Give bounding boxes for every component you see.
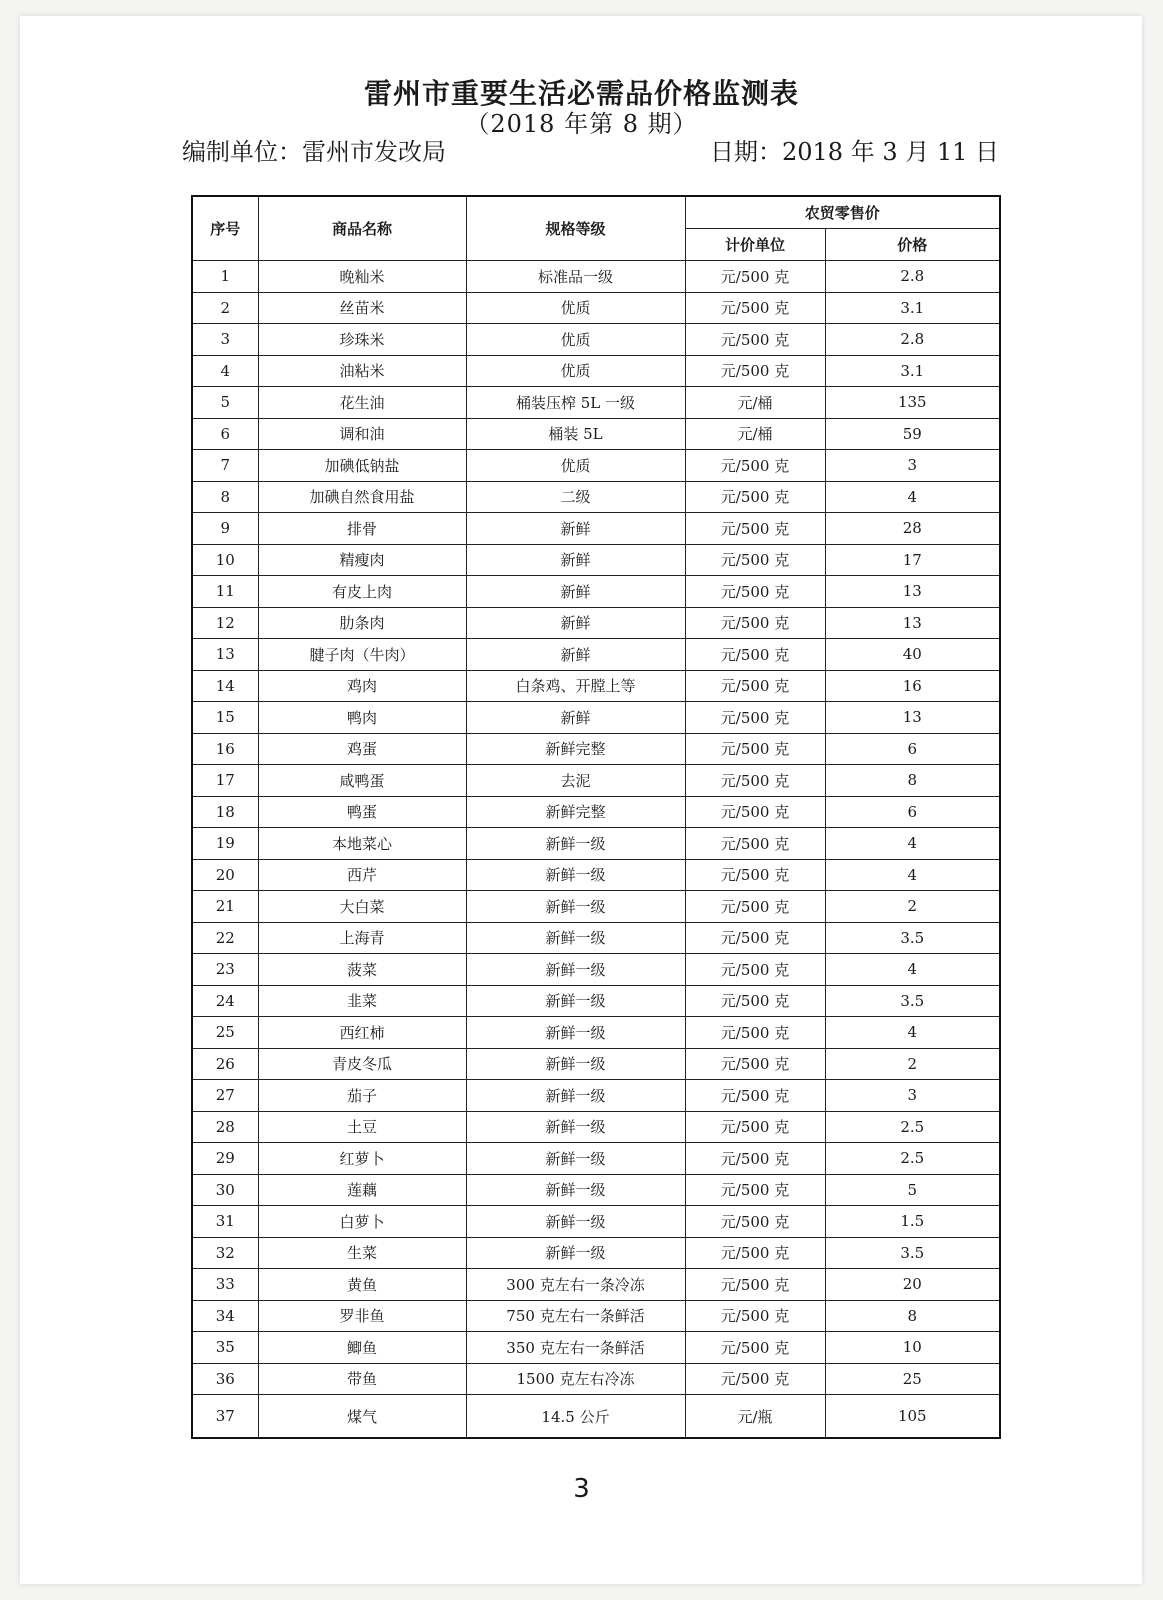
- cell-price: 6: [825, 796, 1000, 828]
- cell-price: 5: [825, 1174, 1000, 1206]
- cell-spec: 新鲜一级: [466, 1174, 685, 1206]
- cell-price: 8: [825, 765, 1000, 797]
- cell-name: 鸡肉: [258, 670, 466, 702]
- cell-spec: 1500 克左右冷冻: [466, 1363, 685, 1395]
- cell-price: 3.5: [825, 922, 1000, 954]
- cell-price: 3.1: [825, 355, 1000, 387]
- table-row: [192, 702, 1000, 734]
- table-row: [192, 418, 1000, 450]
- cell-index: 10: [192, 544, 258, 576]
- cell-spec: 新鲜一级: [466, 1206, 685, 1238]
- table-row: [192, 828, 1000, 860]
- cell-spec: 白条鸡、开膛上等: [466, 670, 685, 702]
- table-row: [192, 1395, 1000, 1439]
- cell-unit: 元/500 克: [685, 1048, 825, 1080]
- cell-price: 17: [825, 544, 1000, 576]
- cell-index: 7: [192, 450, 258, 482]
- cell-spec: 新鲜: [466, 702, 685, 734]
- table-row: [192, 544, 1000, 576]
- cell-index: 31: [192, 1206, 258, 1238]
- cell-price: 13: [825, 702, 1000, 734]
- cell-name: 煤气: [258, 1395, 466, 1439]
- cell-spec: 新鲜一级: [466, 1080, 685, 1112]
- col-header-spec: 规格等级: [466, 196, 685, 261]
- cell-price: 20: [825, 1269, 1000, 1301]
- cell-spec: 优质: [466, 355, 685, 387]
- cell-index: 15: [192, 702, 258, 734]
- cell-price: 2: [825, 1048, 1000, 1080]
- cell-name: 调和油: [258, 418, 466, 450]
- col-header-price: 价格: [825, 229, 1000, 261]
- table-row: [192, 733, 1000, 765]
- document-subtitle: （2018 年第 8 期）: [465, 110, 698, 138]
- cell-spec: 350 克左右一条鲜活: [466, 1332, 685, 1364]
- cell-unit: 元/500 克: [685, 1174, 825, 1206]
- cell-unit: 元/500 克: [685, 733, 825, 765]
- cell-index: 37: [192, 1395, 258, 1439]
- cell-name: 罗非鱼: [258, 1300, 466, 1332]
- cell-unit: 元/500 克: [685, 1363, 825, 1395]
- cell-index: 17: [192, 765, 258, 797]
- table-row: [192, 639, 1000, 671]
- cell-spec: 新鲜: [466, 607, 685, 639]
- cell-spec: 优质: [466, 292, 685, 324]
- cell-spec: 新鲜: [466, 513, 685, 545]
- cell-price: 4: [825, 481, 1000, 513]
- cell-index: 9: [192, 513, 258, 545]
- cell-spec: 新鲜一级: [466, 1111, 685, 1143]
- cell-unit: 元/500 克: [685, 828, 825, 860]
- cell-index: 12: [192, 607, 258, 639]
- cell-spec: 标准品一级: [466, 261, 685, 293]
- cell-price: 28: [825, 513, 1000, 545]
- cell-price: 59: [825, 418, 1000, 450]
- cell-unit: 元/500 克: [685, 576, 825, 608]
- cell-index: 27: [192, 1080, 258, 1112]
- page-number: 3: [573, 1474, 590, 1504]
- cell-index: 18: [192, 796, 258, 828]
- cell-name: 西红柿: [258, 1017, 466, 1049]
- table-row: [192, 355, 1000, 387]
- cell-index: 3: [192, 324, 258, 356]
- cell-index: 21: [192, 891, 258, 923]
- cell-unit: 元/500 克: [685, 1080, 825, 1112]
- cell-spec: 14.5 公斤: [466, 1395, 685, 1439]
- cell-index: 24: [192, 985, 258, 1017]
- cell-index: 28: [192, 1111, 258, 1143]
- cell-price: 3.5: [825, 1237, 1000, 1269]
- document-date: 日期：2018 年 3 月 11 日: [710, 138, 1000, 166]
- cell-name: 茄子: [258, 1080, 466, 1112]
- cell-name: 黄鱼: [258, 1269, 466, 1301]
- table-row: [192, 1206, 1000, 1238]
- cell-index: 6: [192, 418, 258, 450]
- cell-price: 2: [825, 891, 1000, 923]
- cell-name: 加碘低钠盐: [258, 450, 466, 482]
- cell-name: 油粘米: [258, 355, 466, 387]
- cell-spec: 新鲜完整: [466, 796, 685, 828]
- cell-spec: 去泥: [466, 765, 685, 797]
- cell-spec: 新鲜一级: [466, 859, 685, 891]
- cell-price: 105: [825, 1395, 1000, 1439]
- table-row: [192, 859, 1000, 891]
- table-row: [192, 1363, 1000, 1395]
- table-row: [192, 324, 1000, 356]
- cell-unit: 元/500 克: [685, 670, 825, 702]
- cell-name: 菠菜: [258, 954, 466, 986]
- cell-name: 咸鸭蛋: [258, 765, 466, 797]
- cell-name: 白萝卜: [258, 1206, 466, 1238]
- cell-spec: 优质: [466, 450, 685, 482]
- cell-price: 3: [825, 450, 1000, 482]
- cell-name: 莲藕: [258, 1174, 466, 1206]
- cell-name: 有皮上肉: [258, 576, 466, 608]
- table-row: [192, 796, 1000, 828]
- cell-price: 3.1: [825, 292, 1000, 324]
- table-row: [192, 513, 1000, 545]
- cell-index: 34: [192, 1300, 258, 1332]
- cell-index: 29: [192, 1143, 258, 1175]
- cell-index: 26: [192, 1048, 258, 1080]
- cell-unit: 元/500 克: [685, 985, 825, 1017]
- cell-unit: 元/500 克: [685, 796, 825, 828]
- cell-spec: 300 克左右一条冷冻: [466, 1269, 685, 1301]
- cell-unit: 元/500 克: [685, 1017, 825, 1049]
- cell-spec: 新鲜一级: [466, 828, 685, 860]
- cell-price: 10: [825, 1332, 1000, 1364]
- cell-unit: 元/500 克: [685, 1269, 825, 1301]
- cell-unit: 元/500 克: [685, 954, 825, 986]
- cell-price: 40: [825, 639, 1000, 671]
- cell-name: 上海青: [258, 922, 466, 954]
- cell-spec: 新鲜一级: [466, 954, 685, 986]
- cell-index: 32: [192, 1237, 258, 1269]
- cell-unit: 元/500 克: [685, 292, 825, 324]
- cell-price: 2.5: [825, 1143, 1000, 1175]
- cell-index: 1: [192, 261, 258, 293]
- document-title: 雷州市重要生活必需品价格监测表: [363, 77, 799, 110]
- cell-spec: 新鲜一级: [466, 1017, 685, 1049]
- cell-price: 2.8: [825, 261, 1000, 293]
- cell-unit: 元/500 克: [685, 1332, 825, 1364]
- table-row: [192, 1300, 1000, 1332]
- table-row: [192, 261, 1000, 293]
- cell-unit: 元/500 克: [685, 859, 825, 891]
- cell-price: 8: [825, 1300, 1000, 1332]
- cell-price: 13: [825, 576, 1000, 608]
- price-table: [191, 195, 1001, 1439]
- cell-name: 鲫鱼: [258, 1332, 466, 1364]
- table-body: [192, 261, 1000, 1439]
- cell-unit: 元/500 克: [685, 891, 825, 923]
- cell-index: 35: [192, 1332, 258, 1364]
- cell-index: 14: [192, 670, 258, 702]
- table-row: [192, 387, 1000, 419]
- table-row: [192, 1332, 1000, 1364]
- cell-name: 鸭蛋: [258, 796, 466, 828]
- table-row: [192, 922, 1000, 954]
- cell-spec: 二级: [466, 481, 685, 513]
- col-header-group: 农贸零售价: [685, 196, 1000, 229]
- table-row: [192, 985, 1000, 1017]
- cell-spec: 新鲜: [466, 544, 685, 576]
- cell-name: 鸡蛋: [258, 733, 466, 765]
- cell-price: 2.8: [825, 324, 1000, 356]
- table-row: [192, 450, 1000, 482]
- cell-unit: 元/500 克: [685, 639, 825, 671]
- cell-spec: 优质: [466, 324, 685, 356]
- cell-unit: 元/500 克: [685, 355, 825, 387]
- cell-index: 33: [192, 1269, 258, 1301]
- cell-index: 8: [192, 481, 258, 513]
- cell-name: 肋条肉: [258, 607, 466, 639]
- table-row: [192, 292, 1000, 324]
- cell-index: 11: [192, 576, 258, 608]
- cell-name: 韭菜: [258, 985, 466, 1017]
- table-row: [192, 954, 1000, 986]
- cell-spec: 750 克左右一条鲜活: [466, 1300, 685, 1332]
- table-row: [192, 1143, 1000, 1175]
- cell-price: 25: [825, 1363, 1000, 1395]
- cell-unit: 元/500 克: [685, 922, 825, 954]
- cell-price: 4: [825, 1017, 1000, 1049]
- col-header-index: 序号: [192, 196, 258, 261]
- cell-spec: 新鲜一级: [466, 985, 685, 1017]
- cell-index: 16: [192, 733, 258, 765]
- cell-name: 生菜: [258, 1237, 466, 1269]
- cell-index: 20: [192, 859, 258, 891]
- table-row: [192, 765, 1000, 797]
- cell-unit: 元/500 克: [685, 1206, 825, 1238]
- cell-unit: 元/500 克: [685, 450, 825, 482]
- cell-spec: 新鲜完整: [466, 733, 685, 765]
- cell-index: 25: [192, 1017, 258, 1049]
- cell-name: 丝苗米: [258, 292, 466, 324]
- cell-unit: 元/500 克: [685, 702, 825, 734]
- cell-price: 2.5: [825, 1111, 1000, 1143]
- cell-spec: 桶装 5L: [466, 418, 685, 450]
- cell-unit: 元/500 克: [685, 1143, 825, 1175]
- cell-price: 1.5: [825, 1206, 1000, 1238]
- cell-price: 4: [825, 954, 1000, 986]
- cell-index: 19: [192, 828, 258, 860]
- cell-index: 23: [192, 954, 258, 986]
- cell-price: 4: [825, 859, 1000, 891]
- cell-name: 花生油: [258, 387, 466, 419]
- cell-spec: 新鲜一级: [466, 922, 685, 954]
- cell-name: 青皮冬瓜: [258, 1048, 466, 1080]
- cell-price: 3.5: [825, 985, 1000, 1017]
- cell-unit: 元/500 克: [685, 1111, 825, 1143]
- table-row: [192, 1080, 1000, 1112]
- cell-spec: 新鲜: [466, 576, 685, 608]
- table-row: [192, 1269, 1000, 1301]
- cell-name: 西芹: [258, 859, 466, 891]
- cell-unit: 元/瓶: [685, 1395, 825, 1439]
- table-row: [192, 576, 1000, 608]
- cell-name: 本地菜心: [258, 828, 466, 860]
- cell-unit: 元/500 克: [685, 513, 825, 545]
- table-row: [192, 1111, 1000, 1143]
- cell-unit: 元/500 克: [685, 324, 825, 356]
- cell-price: 16: [825, 670, 1000, 702]
- cell-unit: 元/500 克: [685, 765, 825, 797]
- cell-index: 5: [192, 387, 258, 419]
- cell-unit: 元/500 克: [685, 481, 825, 513]
- cell-unit: 元/500 克: [685, 1237, 825, 1269]
- cell-name: 加碘自然食用盐: [258, 481, 466, 513]
- table-row: [192, 1048, 1000, 1080]
- cell-unit: 元/500 克: [685, 544, 825, 576]
- table-row: [192, 607, 1000, 639]
- cell-price: 135: [825, 387, 1000, 419]
- cell-index: 2: [192, 292, 258, 324]
- cell-name: 带鱼: [258, 1363, 466, 1395]
- table-row: [192, 1017, 1000, 1049]
- table-row: [192, 1237, 1000, 1269]
- cell-spec: 新鲜一级: [466, 1048, 685, 1080]
- cell-name: 晚籼米: [258, 261, 466, 293]
- cell-unit: 元/500 克: [685, 261, 825, 293]
- table-row: [192, 481, 1000, 513]
- col-header-name: 商品名称: [258, 196, 466, 261]
- cell-spec: 新鲜: [466, 639, 685, 671]
- cell-name: 大白菜: [258, 891, 466, 923]
- cell-unit: 元/500 克: [685, 607, 825, 639]
- cell-spec: 新鲜一级: [466, 1237, 685, 1269]
- cell-price: 3: [825, 1080, 1000, 1112]
- table-row: [192, 670, 1000, 702]
- cell-name: 红萝卜: [258, 1143, 466, 1175]
- cell-price: 6: [825, 733, 1000, 765]
- cell-unit: 元/桶: [685, 418, 825, 450]
- cell-index: 13: [192, 639, 258, 671]
- cell-index: 30: [192, 1174, 258, 1206]
- table-row: [192, 891, 1000, 923]
- cell-index: 4: [192, 355, 258, 387]
- cell-index: 22: [192, 922, 258, 954]
- table-row: [192, 1174, 1000, 1206]
- cell-spec: 新鲜一级: [466, 891, 685, 923]
- cell-name: 腱子肉（牛肉）: [258, 639, 466, 671]
- cell-name: 土豆: [258, 1111, 466, 1143]
- cell-spec: 新鲜一级: [466, 1143, 685, 1175]
- cell-name: 鸭肉: [258, 702, 466, 734]
- cell-name: 精瘦肉: [258, 544, 466, 576]
- cell-index: 36: [192, 1363, 258, 1395]
- cell-unit: 元/桶: [685, 387, 825, 419]
- cell-spec: 桶装压榨 5L 一级: [466, 387, 685, 419]
- cell-price: 4: [825, 828, 1000, 860]
- col-header-unit: 计价单位: [685, 229, 825, 261]
- compiling-unit: 编制单位：雷州市发改局: [182, 138, 446, 166]
- cell-name: 珍珠米: [258, 324, 466, 356]
- cell-name: 排骨: [258, 513, 466, 545]
- cell-price: 13: [825, 607, 1000, 639]
- cell-unit: 元/500 克: [685, 1300, 825, 1332]
